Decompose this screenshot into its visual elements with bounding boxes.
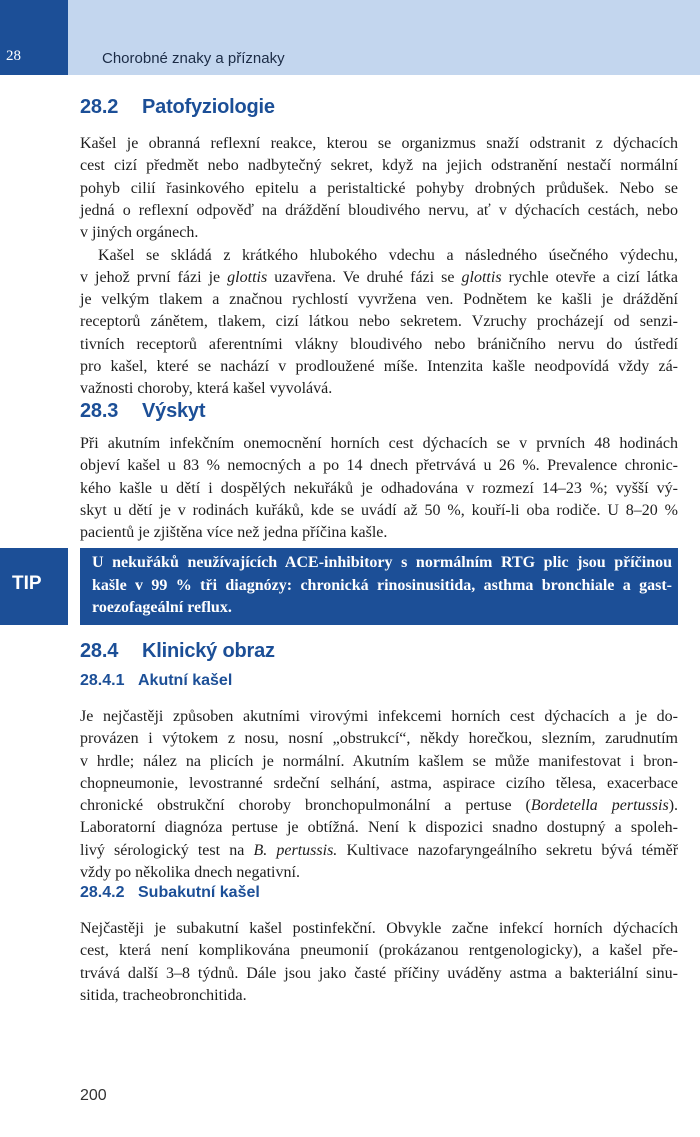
subsection-title: Akutní kašel [138,672,233,689]
page-number: 200 [80,1087,107,1104]
text-line [80,795,678,817]
tip-line: kašle v 99 % tři diagnózy: chronická rinosinusitida, asthma bronchiale a gast- [92,576,672,594]
italic-term: B. pertussis. [253,841,338,859]
paragraph-patofyziologie-1 [80,133,678,244]
text-line: pacientů je zjištěna více než jedna příčina kašle. [80,524,388,542]
chapter-tab [0,0,68,75]
text-line: Při akutním infekčním onemocnění horních cest dýchacích se v prvních 48 hodinách [80,435,678,452]
text-line: pro kašel, které se nachází v prodloužené míše. Intenzita kašle neodpovídá vždy zá- [80,357,678,375]
section-number: 28.2 [80,96,119,118]
text-line: važnosti choroby, která kašel vyvolává. [80,380,333,398]
italic-term: glottis [227,268,268,286]
text-line: Nejčastěji je subakutní kašel postinfekční. Obvykle začne infekcí horních dýchacích [80,920,678,937]
text-line: kého kašle u dětí i dospělých nekuřáků je odhadována v rozmezí 14–23 %; vyšší vý- [80,479,678,497]
text-line: je velkým tlakem a značnou rychlostí vyvržena ven. Podnětem ke kašli je dráždění [80,291,678,309]
tip-line: U nekuřáků neužívajících ACE-inhibitory s normálním RTG plic jsou příčinou [92,554,672,571]
text-line: v jiných orgánech. [80,224,199,242]
text-line [80,267,678,289]
tip-tab [0,548,68,625]
section-heading-patofyziologie [80,96,275,119]
text-line: pohyb cilií řasinkového epitelu a peristaltické pohyby drobných průdušek. Nebo se [80,179,678,197]
text-line: cest cizí předmět nebo nadbytečný sekret, když na jejich odstranění nestačí normální [80,157,678,175]
text-line: Laboratorní diagnóza pertuse je obtížná. Není k dispozici snadno dostupný a spoleh- [80,819,678,837]
text-line: vždy po několika dnech negativní. [80,864,300,882]
text-line: objeví kašel u 83 % nemocných a po 14 dnech přetrvává u 26 %. Prevalence chronic- [80,457,678,475]
paragraph-akutni [80,706,678,884]
text-line: cest, která není komplikována pneumonií (prokázanou rentgenologicky), a kašel pře- [80,942,678,960]
text-line: trvává další 3–8 týdnů. Dále jsou jako časté příčiny uváděny astma a bakteriální sinu- [80,964,678,982]
running-header [68,0,700,75]
section-title: Klinický obraz [142,640,275,662]
tip-line: roezofageální reflux. [92,599,232,616]
text-line: provázen i výtokem z nosu, nosní „obstrukcí“, někdy horečkou, slezním, zarudnutím [80,730,678,748]
text-run: Kultivace nazofaryngeálního sekretu bývá téměř [346,841,679,859]
chapter-number: 28 [6,48,21,64]
running-header-title: Chorobné znaky a příznaky [102,50,285,67]
text-run: chronické obstrukční choroby bronchopulmonální a pertuse ( [80,797,531,815]
subsection-heading-subakutni [80,884,260,902]
text-line [80,840,678,862]
text-line: Kašel je obranná reflexní reakce, kterou se organizmus snaží odstranit z dýchacích [80,135,678,152]
section-title: Patofyziologie [142,96,275,118]
text-line: Je nejčastěji způsoben akutními virovými infekcemi horních cest dýchacích a je do- [80,708,678,725]
text-run: uzavřena. Ve druhé fázi se [274,268,455,286]
paragraph-vyskyt [80,433,678,544]
text-line: tivních receptorů aferentními vlákny bloudivého nebo bráničního nervu do ústředí [80,335,678,353]
section-heading-klinicky-obraz [80,640,275,663]
italic-term: glottis [461,268,502,286]
tip-text [92,552,672,620]
paragraph-patofyziologie-2 [80,245,678,401]
text-line: sitida, tracheobronchitida. [80,986,247,1004]
text-line: jedná o reflexní odpověď na dráždění bloudivého nervu, ať v dýchacích cestách, nebo [80,201,678,219]
text-line: skyt u dětí je v rodinách kuřáků, kde se uvádí až 50 %, kouří-li oba rodiče. U 8–20 % [80,501,678,519]
text-run: v jehož první fázi je [80,268,221,286]
text-run: rychle otevře a cizí látka [508,268,679,286]
text-line: chopneumonie, levostranné srdeční selhání, astma, aspirace cizího tělesa, exacerbace [80,774,678,792]
italic-term: Bordetella pertussis [530,797,669,815]
section-number: 28.4 [80,640,119,662]
text-line: v hrdle; nález na plicích je normální. Akutním kašlem se může manifestovat i bron- [80,752,678,770]
paragraph-subakutni [80,918,678,1007]
text-line: receptorů zánětem, tlakem, cizí látkou nebo sekretem. Vzruchy procházejí od senzi- [80,313,678,331]
section-number: 28.3 [80,400,119,422]
section-title: Výskyt [142,400,206,422]
text-line: Kašel se skládá z krátkého hlubokého vdechu a následného úsečného výdechu, [98,246,678,264]
subsection-title: Subakutní kašel [138,884,260,901]
subsection-number: 28.4.2 [80,884,125,901]
tip-label: TIP [12,573,42,594]
text-run: livý sérologický test na [80,841,245,859]
section-heading-vyskyt [80,400,205,423]
text-run: ). [668,797,679,815]
subsection-number: 28.4.1 [80,672,125,689]
subsection-heading-akutni [80,672,232,690]
